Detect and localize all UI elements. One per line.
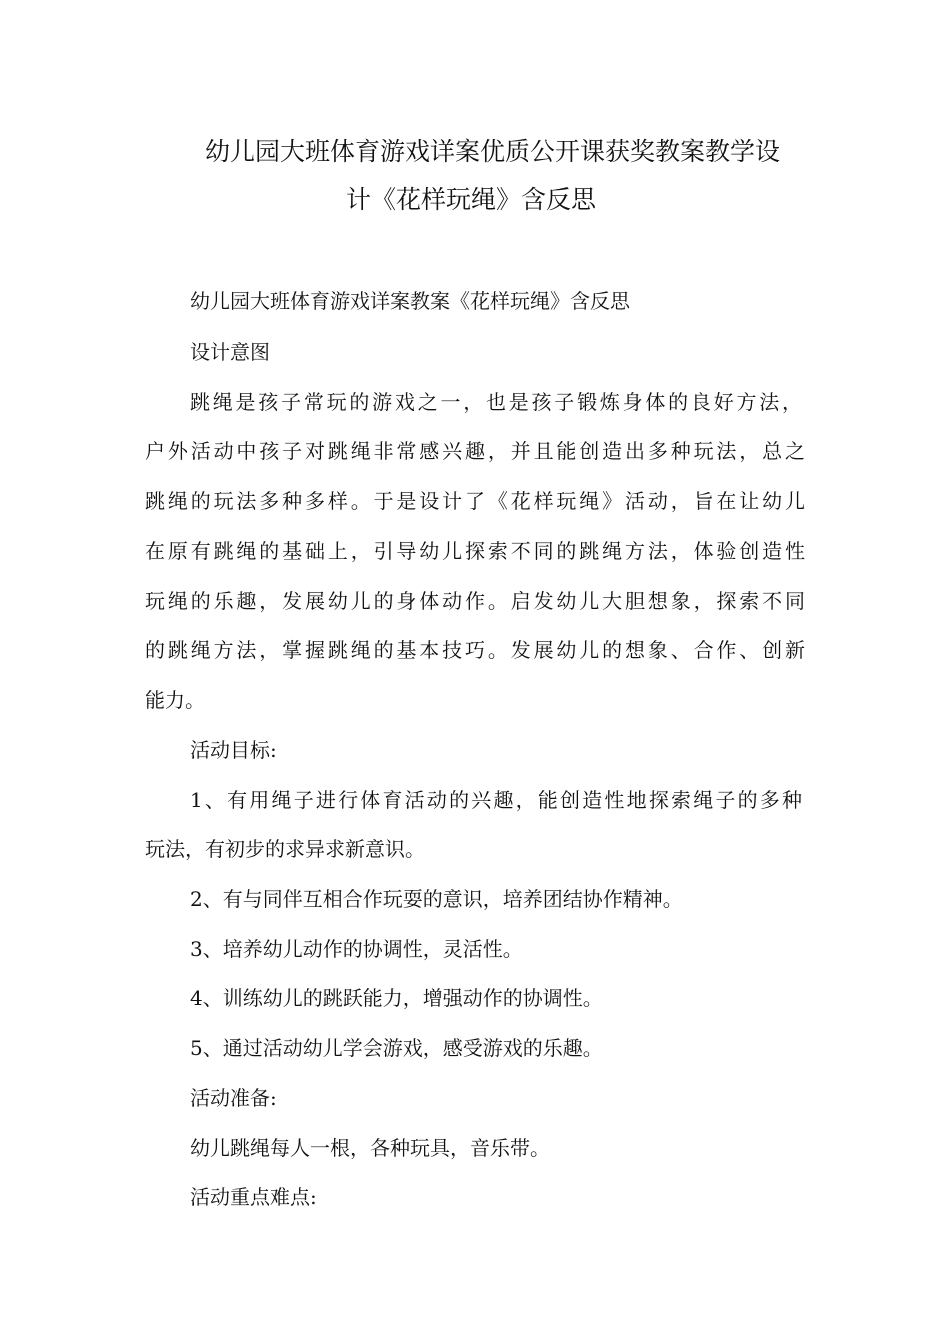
design-paragraph-line-6: 的跳绳方法，掌握跳绳的基本技巧。发展幼儿的想象、合作、创新 [145, 638, 805, 662]
document-title-line-2: 计《花样玩绳》含反思 [346, 185, 597, 214]
section-heading-key-points: 活动重点难点: [190, 1185, 317, 1209]
design-paragraph-line-3: 跳绳的玩法多种多样。于是设计了《花样玩绳》活动，旨在让幼儿 [145, 489, 805, 513]
design-paragraph-line-5: 玩绳的乐趣，发展幼儿的身体动作。启发幼儿大胆想象，探索不同 [145, 589, 805, 613]
section-heading-goals: 活动目标: [190, 738, 277, 762]
design-paragraph-line-4: 在原有跳绳的基础上，引导幼儿探索不同的跳绳方法，体验创造性 [145, 539, 805, 563]
design-paragraph-line-7: 能力。 [145, 688, 205, 712]
design-paragraph-line-2: 户外活动中孩子对跳绳非常感兴趣，并且能创造出多种玩法，总之 [145, 439, 805, 463]
section-heading-design: 设计意图 [190, 340, 270, 364]
goal-3: 3、培养幼儿动作的协调性，灵活性。 [190, 937, 523, 961]
preparation-text: 幼儿跳绳每人一根，各种玩具，音乐带。 [190, 1136, 550, 1160]
section-heading-preparation: 活动准备: [190, 1086, 277, 1110]
goal-1-line-2: 玩法，有初步的求异求新意识。 [145, 837, 425, 861]
design-paragraph-line-1: 跳绳是孩子常玩的游戏之一，也是孩子锻炼身体的良好方法， [190, 390, 802, 414]
goal-5: 5、通过活动幼儿学会游戏，感受游戏的乐趣。 [190, 1036, 603, 1060]
goal-2: 2、有与同伴互相合作玩耍的意识，培养团结协作精神。 [190, 887, 683, 911]
document-title-line-1: 幼儿园大班体育游戏详案优质公开课获奖教案教学设 [205, 137, 781, 166]
document-subtitle: 幼儿园大班体育游戏详案教案《花样玩绳》含反思 [190, 289, 630, 313]
goal-1-line-1: 1、有用绳子进行体育活动的兴趣，能创造性地探索绳子的多种 [190, 788, 802, 812]
goal-4: 4、训练幼儿的跳跃能力，增强动作的协调性。 [190, 986, 603, 1010]
